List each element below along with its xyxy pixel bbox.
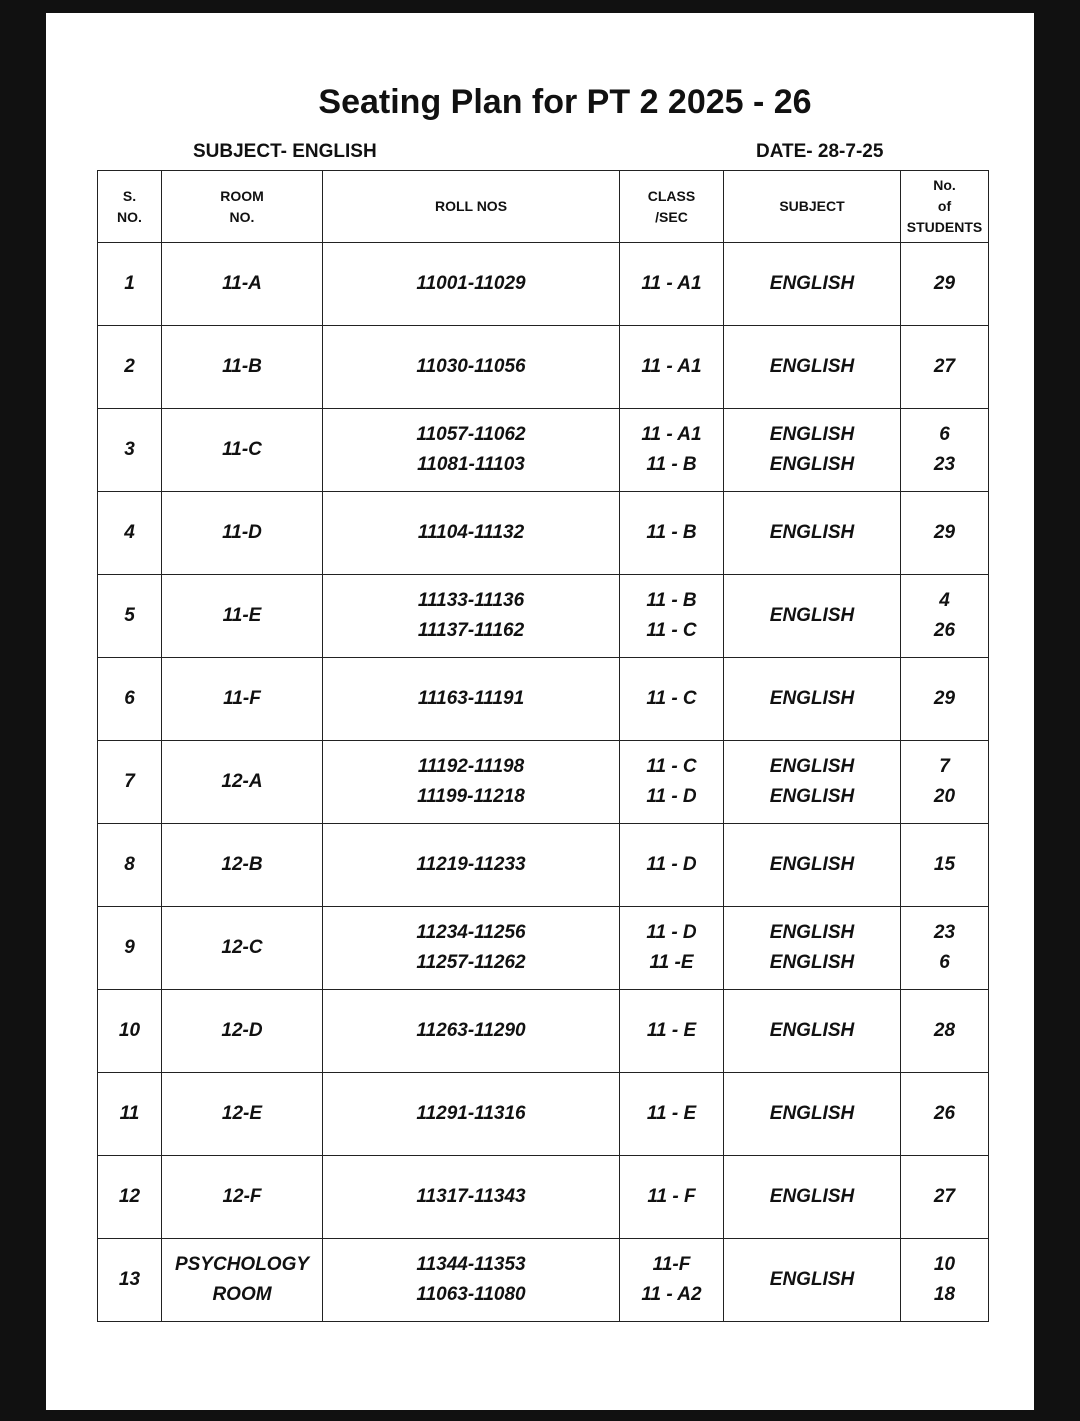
cell-class-sec-line: 11 - A1 bbox=[641, 356, 702, 377]
cell-room: 11-C bbox=[162, 409, 323, 492]
cell-room: 12-F bbox=[162, 1156, 323, 1239]
cell-student-count-line: 23 bbox=[933, 454, 956, 475]
page-title: Seating Plan for PT 2 2025 - 26 bbox=[318, 83, 812, 121]
cell-student-count-line: 6 bbox=[939, 952, 950, 973]
table-row bbox=[98, 575, 989, 658]
cell-student-count-line: 18 bbox=[933, 1284, 956, 1305]
cell-subject-line: ENGLISH bbox=[769, 756, 855, 777]
cell-student-count bbox=[901, 907, 989, 990]
cell-sno: 12 bbox=[98, 1156, 162, 1239]
cell-class-sec bbox=[620, 741, 724, 824]
cell-roll-nos-line: 11081-11103 bbox=[417, 454, 525, 475]
cell-roll-nos bbox=[323, 1156, 620, 1239]
cell-room: 11-E bbox=[162, 575, 323, 658]
cell-student-count bbox=[901, 990, 989, 1073]
cell-subject bbox=[724, 741, 901, 824]
cell-subject bbox=[724, 1239, 901, 1322]
cell-roll-nos bbox=[323, 741, 620, 824]
cell-class-sec bbox=[620, 658, 724, 741]
cell-roll-nos-line: 11133-11136 bbox=[417, 590, 525, 611]
header-class bbox=[620, 171, 724, 243]
header-sno-line1: S. bbox=[122, 187, 137, 204]
cell-roll-nos-line: 11234-11256 bbox=[416, 922, 526, 943]
cell-sno: 6 bbox=[98, 658, 162, 741]
cell-subject-line: ENGLISH bbox=[769, 356, 855, 377]
table-row bbox=[98, 326, 989, 409]
cell-class-sec-line: 11 - D bbox=[646, 854, 697, 875]
cell-subject-line: ENGLISH bbox=[769, 952, 855, 973]
subject-label: SUBJECT- ENGLISH bbox=[193, 141, 377, 162]
table-row bbox=[98, 243, 989, 326]
cell-roll-nos bbox=[323, 1073, 620, 1156]
cell-roll-nos-line: 11219-11233 bbox=[416, 854, 526, 875]
cell-class-sec bbox=[620, 990, 724, 1073]
cell-class-sec-line: 11 - B bbox=[646, 522, 697, 543]
cell-subject bbox=[724, 1156, 901, 1239]
cell-student-count bbox=[901, 824, 989, 907]
cell-student-count-line: 20 bbox=[933, 786, 956, 807]
table-row bbox=[98, 1156, 989, 1239]
cell-student-count bbox=[901, 326, 989, 409]
cell-student-count bbox=[901, 575, 989, 658]
table-row bbox=[98, 907, 989, 990]
header-count-line1: No. bbox=[933, 177, 956, 193]
cell-student-count-line: 26 bbox=[933, 1103, 956, 1124]
cell-roll-nos bbox=[323, 990, 620, 1073]
date-label: DATE- 28-7-25 bbox=[756, 141, 884, 162]
cell-student-count-line: 15 bbox=[933, 854, 956, 875]
header-sno bbox=[98, 171, 162, 243]
cell-class-sec-line: 11 - E bbox=[646, 1103, 697, 1124]
cell-subject-line: ENGLISH bbox=[769, 1186, 855, 1207]
cell-roll-nos bbox=[323, 907, 620, 990]
cell-subject-line: ENGLISH bbox=[769, 688, 855, 709]
table-body bbox=[98, 243, 989, 1322]
cell-student-count bbox=[901, 243, 989, 326]
cell-class-sec bbox=[620, 1156, 724, 1239]
header-row bbox=[98, 171, 989, 243]
cell-subject bbox=[724, 1073, 901, 1156]
cell-student-count-line: 4 bbox=[939, 590, 950, 611]
cell-sno: 5 bbox=[98, 575, 162, 658]
cell-class-sec bbox=[620, 409, 724, 492]
cell-class-sec-line: 11 - A1 bbox=[641, 273, 702, 294]
cell-roll-nos-line: 11063-11080 bbox=[416, 1284, 526, 1305]
cell-subject-line: ENGLISH bbox=[769, 605, 855, 626]
header-room-line2: NO. bbox=[229, 208, 255, 225]
cell-class-sec bbox=[620, 1073, 724, 1156]
cell-sno: 3 bbox=[98, 409, 162, 492]
cell-class-sec-line: 11 - E bbox=[646, 1020, 697, 1041]
cell-student-count-line: 29 bbox=[933, 688, 956, 709]
seating-plan-table bbox=[97, 170, 989, 1322]
document-page bbox=[46, 13, 1034, 1410]
table-row bbox=[98, 492, 989, 575]
cell-subject-line: ENGLISH bbox=[769, 454, 855, 475]
cell-room: 12-E bbox=[162, 1073, 323, 1156]
cell-class-sec-line: 11 -E bbox=[649, 952, 694, 973]
header-class-line2: /SEC bbox=[655, 208, 688, 225]
cell-class-sec bbox=[620, 243, 724, 326]
cell-class-sec-line: 11-F bbox=[652, 1254, 691, 1275]
cell-subject bbox=[724, 824, 901, 907]
table-row bbox=[98, 990, 989, 1073]
cell-sno: 7 bbox=[98, 741, 162, 824]
cell-class-sec-line: 11 - B bbox=[646, 454, 697, 475]
cell-roll-nos bbox=[323, 492, 620, 575]
cell-room: 12-A bbox=[162, 741, 323, 824]
cell-student-count bbox=[901, 741, 989, 824]
cell-roll-nos-line: 11257-11262 bbox=[416, 952, 526, 973]
cell-sno: 9 bbox=[98, 907, 162, 990]
table-row bbox=[98, 1073, 989, 1156]
cell-roll-nos-line: 11104-11132 bbox=[417, 522, 525, 543]
cell-student-count-line: 7 bbox=[939, 756, 950, 777]
cell-student-count-line: 27 bbox=[933, 356, 956, 377]
table-row bbox=[98, 824, 989, 907]
cell-subject bbox=[724, 409, 901, 492]
cell-subject-line: ENGLISH bbox=[769, 1020, 855, 1041]
header-sno-line2: NO. bbox=[117, 208, 142, 225]
cell-student-count-line: 28 bbox=[933, 1020, 956, 1041]
cell-room: 11-F bbox=[162, 658, 323, 741]
table-row bbox=[98, 741, 989, 824]
cell-class-sec-line: 11 - D bbox=[646, 922, 697, 943]
cell-student-count bbox=[901, 409, 989, 492]
cell-subject-line: ENGLISH bbox=[769, 786, 855, 807]
cell-subject-line: ENGLISH bbox=[769, 1103, 855, 1124]
cell-class-sec-line: 11 - D bbox=[646, 786, 697, 807]
cell-subject bbox=[724, 492, 901, 575]
cell-subject bbox=[724, 575, 901, 658]
cell-subject-line: ENGLISH bbox=[769, 854, 855, 875]
cell-roll-nos bbox=[323, 824, 620, 907]
cell-class-sec bbox=[620, 492, 724, 575]
cell-student-count-line: 27 bbox=[933, 1186, 956, 1207]
cell-roll-nos bbox=[323, 658, 620, 741]
cell-class-sec-line: 11 - F bbox=[647, 1186, 696, 1207]
cell-student-count bbox=[901, 1156, 989, 1239]
cell-roll-nos-line: 11192-11198 bbox=[417, 756, 525, 777]
cell-subject bbox=[724, 907, 901, 990]
cell-roll-nos-line: 11137-11162 bbox=[417, 620, 525, 641]
cell-subject-line: ENGLISH bbox=[769, 1269, 855, 1290]
table-row bbox=[98, 409, 989, 492]
cell-roll-nos-line: 11344-11353 bbox=[416, 1254, 526, 1275]
cell-subject-line: ENGLISH bbox=[769, 273, 855, 294]
cell-student-count-line: 26 bbox=[933, 620, 956, 641]
cell-class-sec-line: 11 - C bbox=[646, 756, 697, 777]
cell-roll-nos-line: 11001-11029 bbox=[416, 273, 526, 294]
cell-roll-nos bbox=[323, 243, 620, 326]
header-room bbox=[162, 171, 323, 243]
cell-student-count bbox=[901, 658, 989, 741]
cell-class-sec bbox=[620, 824, 724, 907]
cell-class-sec-line: 11 - B bbox=[646, 590, 697, 611]
cell-roll-nos bbox=[323, 575, 620, 658]
header-count-line3: STUDENTS bbox=[906, 219, 983, 235]
cell-subject bbox=[724, 326, 901, 409]
cell-roll-nos-line: 11199-11218 bbox=[417, 786, 525, 807]
cell-sno: 11 bbox=[98, 1073, 162, 1156]
cell-class-sec-line: 11 - A1 bbox=[641, 424, 702, 445]
cell-student-count-line: 23 bbox=[933, 922, 956, 943]
cell-sno: 1 bbox=[98, 243, 162, 326]
cell-student-count-line: 6 bbox=[939, 424, 950, 445]
cell-student-count bbox=[901, 492, 989, 575]
cell-subject bbox=[724, 990, 901, 1073]
cell-room: 12-B bbox=[162, 824, 323, 907]
cell-roll-nos bbox=[323, 1239, 620, 1322]
cell-student-count-line: 29 bbox=[933, 273, 956, 294]
header-class-line1: CLASS bbox=[647, 187, 696, 204]
cell-class-sec-line: 11 - C bbox=[646, 688, 697, 709]
cell-class-sec bbox=[620, 1239, 724, 1322]
cell-sno: 10 bbox=[98, 990, 162, 1073]
cell-room: PSYCHOLOGY ROOM bbox=[162, 1239, 323, 1322]
cell-roll-nos-line: 11263-11290 bbox=[416, 1020, 526, 1041]
header-count bbox=[901, 171, 989, 243]
cell-subject-line: ENGLISH bbox=[769, 522, 855, 543]
header-room-line1: ROOM bbox=[220, 187, 264, 204]
cell-room: 12-C bbox=[162, 907, 323, 990]
cell-sno: 13 bbox=[98, 1239, 162, 1322]
cell-subject bbox=[724, 243, 901, 326]
cell-room: 11-D bbox=[162, 492, 323, 575]
cell-student-count-line: 29 bbox=[933, 522, 956, 543]
cell-student-count bbox=[901, 1239, 989, 1322]
cell-class-sec-line: 11 - A2 bbox=[641, 1284, 702, 1305]
cell-roll-nos-line: 11291-11316 bbox=[416, 1103, 526, 1124]
cell-sno: 4 bbox=[98, 492, 162, 575]
cell-roll-nos-line: 11057-11062 bbox=[416, 424, 526, 445]
cell-roll-nos bbox=[323, 409, 620, 492]
cell-class-sec bbox=[620, 575, 724, 658]
header-roll: ROLL NOS bbox=[323, 171, 620, 243]
table-row bbox=[98, 658, 989, 741]
header-subject: SUBJECT bbox=[724, 171, 901, 243]
cell-room: 11-B bbox=[162, 326, 323, 409]
cell-room: 11-A bbox=[162, 243, 323, 326]
cell-subject bbox=[724, 658, 901, 741]
cell-sno: 8 bbox=[98, 824, 162, 907]
cell-class-sec bbox=[620, 907, 724, 990]
cell-subject-line: ENGLISH bbox=[769, 922, 855, 943]
table-row bbox=[98, 1239, 989, 1322]
cell-roll-nos-line: 11163-11191 bbox=[417, 688, 525, 709]
cell-subject-line: ENGLISH bbox=[769, 424, 855, 445]
cell-sno: 2 bbox=[98, 326, 162, 409]
cell-class-sec bbox=[620, 326, 724, 409]
cell-roll-nos bbox=[323, 326, 620, 409]
cell-roll-nos-line: 11030-11056 bbox=[416, 356, 526, 377]
cell-class-sec-line: 11 - C bbox=[646, 620, 697, 641]
cell-student-count-line: 10 bbox=[933, 1254, 956, 1275]
cell-roll-nos-line: 11317-11343 bbox=[416, 1186, 526, 1207]
header-count-line2: of bbox=[937, 198, 952, 214]
cell-room: 12-D bbox=[162, 990, 323, 1073]
cell-student-count bbox=[901, 1073, 989, 1156]
